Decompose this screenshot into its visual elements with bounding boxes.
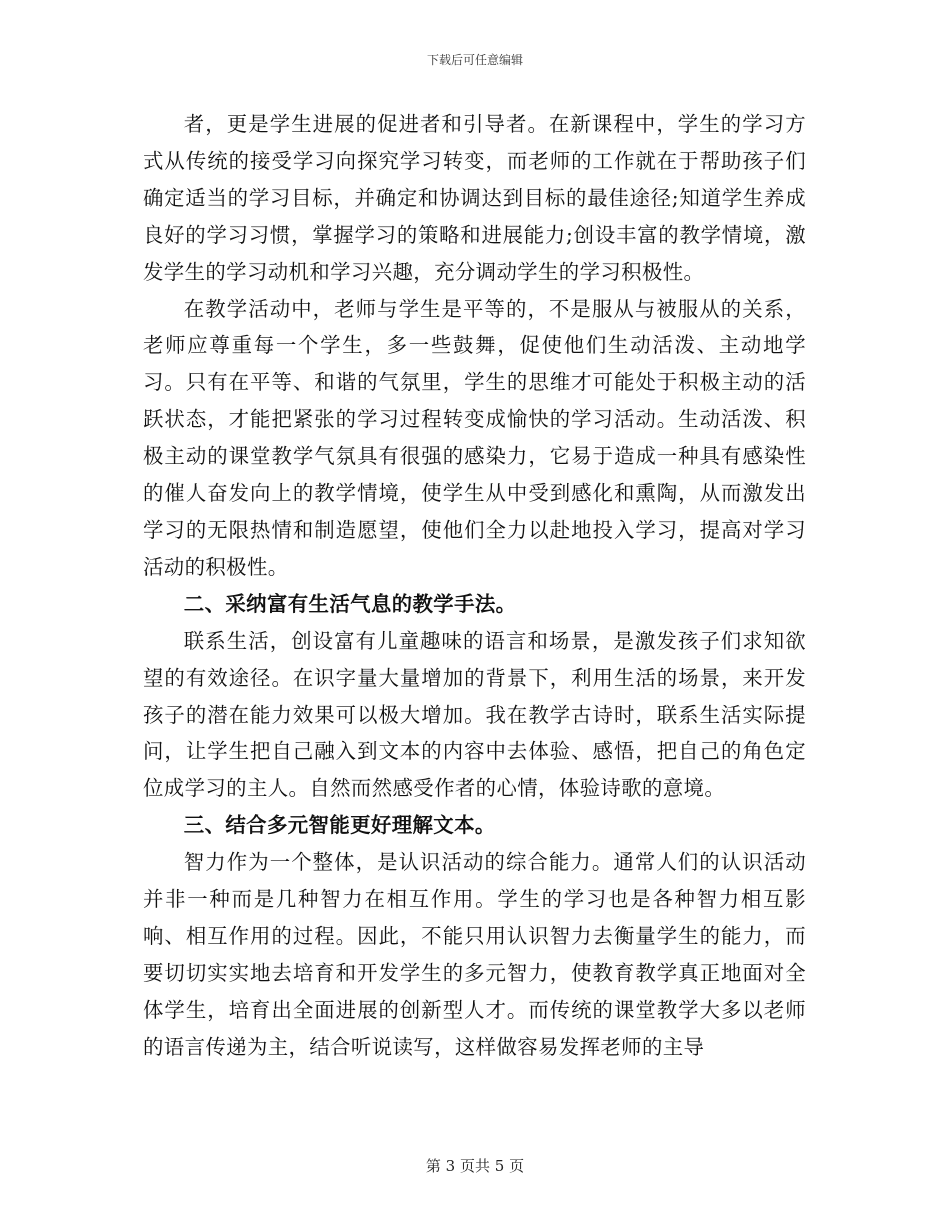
paragraph-multiple-intelligences: 智力作为一个整体，是认识活动的综合能力。通常人们的认识活动并非一种而是几种智力在相互作用。学生的学习也是各种智力相互影响、相互作用的过程。因此，不能只用认识智力去衡量学生的能力，而要切切实实地去培育和开发学生的多元智力，使教育教学真正地面对全体学生，培育出全面进展的创新型人才。而传统的课堂教学大多以老师的语言传递为主，结合听说读写，这样做容易发挥老师的主导 <box>143 850 806 1059</box>
document-body <box>143 106 806 1066</box>
page-number: 第 3 页共 5 页 <box>425 1157 525 1175</box>
paragraph-continuation: 者，更是学生进展的促进者和引导者。在新课程中，学生的学习方式从传统的接受学习向探究学习转变，而老师的工作就在于帮助孩子们确定适当的学习目标，并确定和协调达到目标的最佳途径;知道学生养成良好的学习习惯，掌握学习的策略和进展能力;创设丰富的教学情境，激发学生的学习动机和学习兴趣，充分调动学生的学习积极性。 <box>143 112 806 284</box>
section-heading-2: 二、采纳富有生活气息的教学手法。 <box>183 591 517 616</box>
page-header: 下载后可任意编辑 <box>426 53 523 67</box>
paragraph-life-teaching: 联系生活，创设富有儿童趣味的语言和场景，是激发孩子们求知欲望的有效途径。在识字量大量增加的背景下，利用生活的场景，来开发孩子的潜在能力效果可以极大增加。我在教学古诗时，联系生活实际提问，让学生把自己融入到文本的内容中去体验、感悟，把自己的角色定位成学习的主人。自然而然感受作者的心情，体验诗歌的意境。 <box>143 628 806 801</box>
section-heading-3: 三、结合多元智能更好理解文本。 <box>183 813 496 838</box>
paragraph-teacher-student-equality: 在教学活动中，老师与学生是平等的，不是服从与被服从的关系，老师应尊重每一个学生，多一些鼓舞，促使他们生动活泼、主动地学习。只有在平等、和谐的气氛里，学生的思维才可能处于积极主动的活跃状态，才能把紧张的学习过程转变成愉快的学习活动。生动活泼、积极主动的课堂教学气氛具有很强的感染力，它易于造成一种具有感染性的催人奋发向上的教学情境，使学生从中受到感化和熏陶，从而激发出学习的无限热情和制造愿望，使他们全力以赴地投入学习，提高对学习活动的积极性。 <box>143 296 806 579</box>
